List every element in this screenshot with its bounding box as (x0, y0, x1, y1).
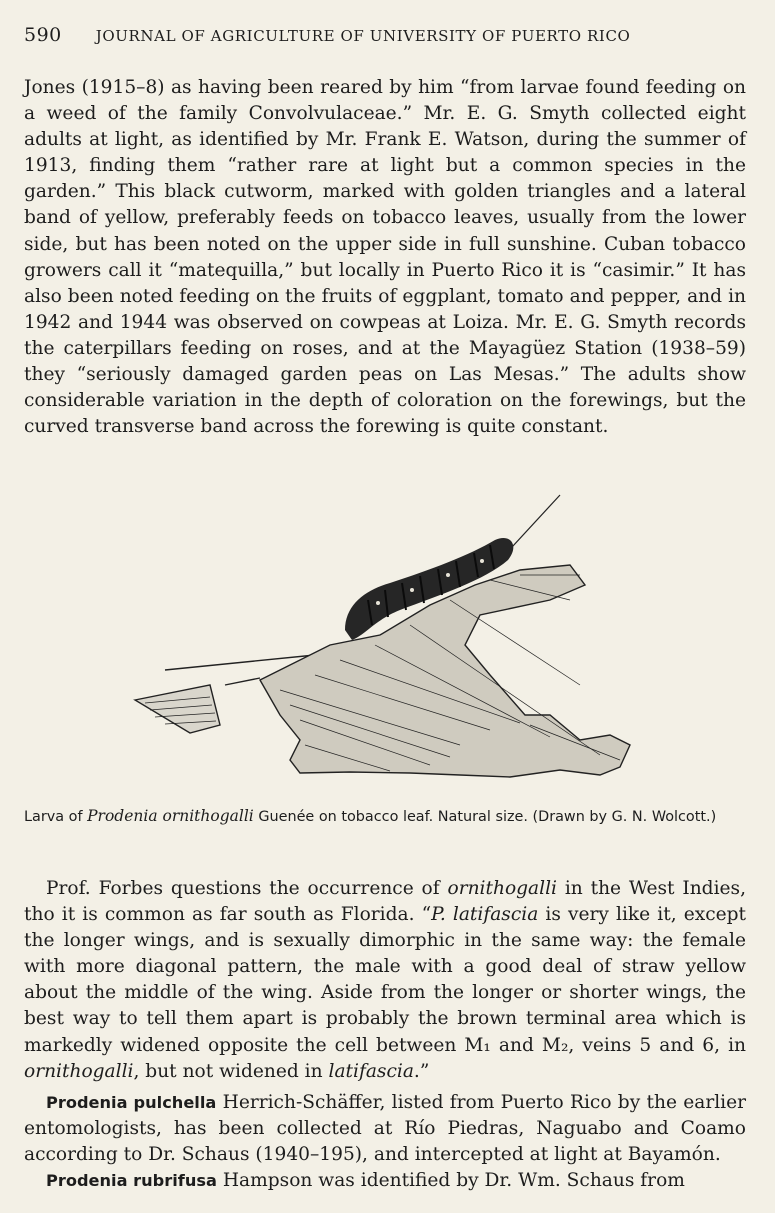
figure-caption (24, 805, 746, 828)
page-header (24, 24, 724, 52)
paragraph-continued: Jones (1915–8) as having been reared by him “from larvae found feeding on a weed of the family Convolvulaceae.” Mr. E. G. Smyth collected eight adults at light, as identified by Mr. Frank E. Watson, during the summer of 1913, finding them “rather rare at light but a common species in the garden.” This black cutworm, marked with golden triangles and a lateral band of yellow, preferably feeds on tobacco leaves, usually from the lower side, but has been noted on the upper side in full sunshine. Cuban tobacco growers call it “matequilla,” but locally in Puerto Rico it is “casimir.” It has also been noted feeding on the fruits of eggplant, tomato and pepper, and in 1942 and 1944 was observed on cowpeas at Loiza. Mr. E. G. Smyth records the caterpillars feeding on roses, and at the Mayagüez Station (1938–59) they “seriously damaged garden peas on Las Mesas.” The adults show considerable variation in the depth of coloration on the forewings, but the curved transverse band across the forewing is quite constant. (24, 77, 746, 438)
page-number: 590 (24, 24, 62, 46)
species-name: Prodenia pulchella (46, 1093, 217, 1112)
paragraph-forbes: Prof. Forbes questions the occurrence of ornithogalli in the West Indies, tho it is common as far south as Florida. “P. latifascia is very like it, except the longer wings, and is sexually dimorphic in the same way: the female with more diagonal pattern, the male with a good deal of straw yellow about the middle of the wing. Aside from the longer or shorter wings, the best way to tell them apart is probably the brown terminal area which is markedly widened opposite the cell between M₁ and M₂, veins 5 and 6, in ornithogalli, but not widened in latifascia.” (24, 878, 747, 1082)
larva-on-tobacco-leaf-illustration (130, 475, 650, 795)
caption-species: Prodenia ornithogalli (87, 807, 254, 825)
paragraph-pulchella: Prodenia pulchella Herrich-Schäffer, listed from Puerto Rico by the earlier entomologists, has been collected at Río Piedras, Naguabo and Coamo according to Dr. Schaus (1940–195), and intercepted at light at Bayamón. (24, 1092, 746, 1166)
caption-text-rest: Guenée on tobacco leaf. Natural size. (Drawn by G. N. Wolcott.) (253, 809, 717, 825)
paragraph-rubrifusa: Prodenia rubrifusa Hampson was identified by Dr. Wm. Schaus from (46, 1170, 685, 1191)
journal-title: JOURNAL OF AGRICULTURE OF UNIVERSITY OF PUERTO RICO (95, 27, 631, 45)
species-name: Prodenia rubrifusa (46, 1171, 217, 1190)
caption-text: Larva of (24, 809, 88, 825)
